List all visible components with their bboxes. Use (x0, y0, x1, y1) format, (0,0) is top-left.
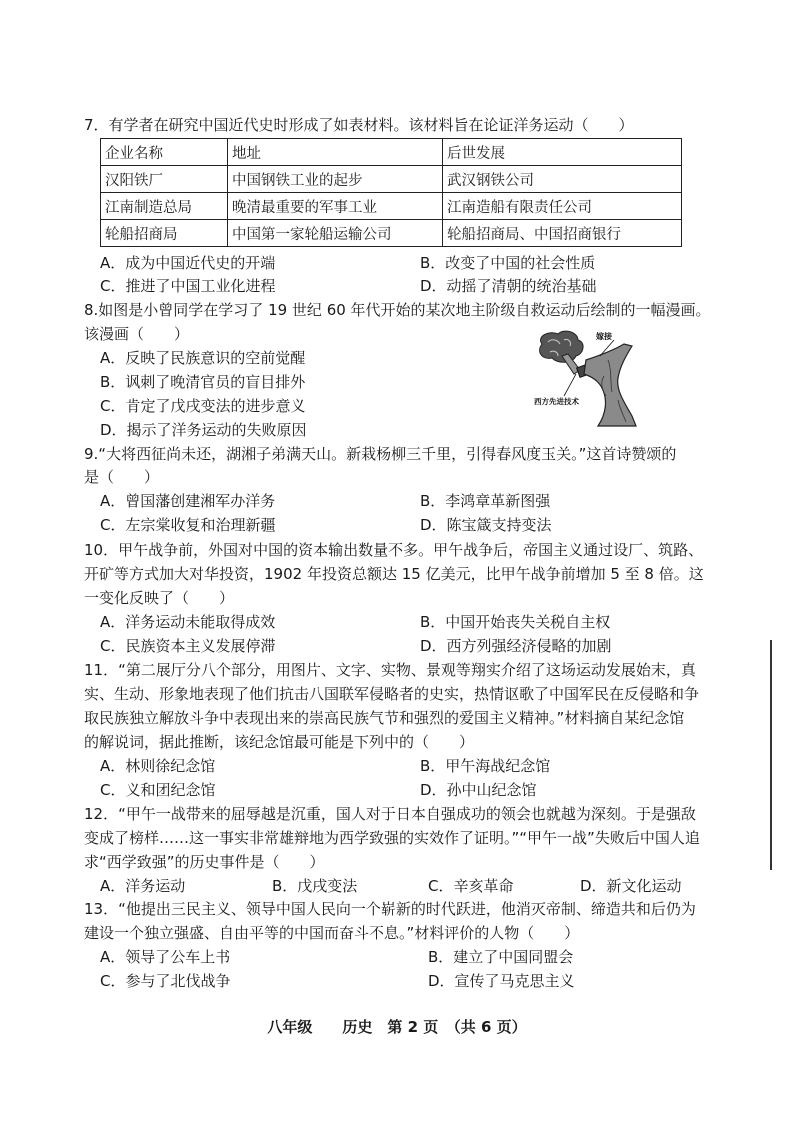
table-header-row (101, 139, 682, 166)
table-row (101, 166, 682, 193)
option-b: B．中国开始丧失关税自主权 (420, 613, 611, 631)
option-a: A．曾国藩创建湘军办洋务 (100, 492, 276, 510)
option-c: C．肯定了戊戌变法的进步意义 (100, 397, 306, 415)
question-12-stem: 12．“甲午一战带来的屈辱越是沉重，国人对于日本自强成功的领会也就越为深刻。于是强敌 (84, 805, 696, 823)
grafting-cartoon (528, 330, 658, 430)
cartoon-label-technology: 西方先进技术 (534, 397, 579, 406)
option-d: D．陈宝箴支持变法 (420, 516, 552, 534)
table-cell: 中国第一家轮船运输公司 (228, 220, 443, 247)
question-13-stem: 建设一个独立强盛、自由平等的中国而奋斗不息。”材料评价的人物（ ） (84, 924, 580, 942)
question-8-stem: 该漫画（ ） (84, 325, 190, 343)
option-c: C．民族资本主义发展停滞 (100, 637, 276, 655)
question-8-stem: 8.如图是小曾同学在学习了 19 世纪 60 年代开始的某次地主阶级自救运动后绘制的一幅漫画。 (84, 301, 711, 319)
table-cell: 江南造船有限责任公司 (443, 193, 682, 220)
question-11-stem: 11．“第二展厅分八个部分，用图片、文字、实物、景观等翔实介绍了这场运动发展始末，真 (84, 661, 696, 679)
option-a: A．领导了公车上书 (100, 948, 231, 966)
table-header-cell: 地址 (228, 139, 443, 166)
option-d: D．揭示了洋务运动的失败原因 (100, 421, 307, 439)
option-c: C．义和团纪念馆 (100, 781, 216, 799)
question-12-stem: 变成了榜样……这一事实非常雄辩地为西学致强的实效作了证明。”“甲午一战”失败后中国人追 (84, 829, 700, 847)
question-7-table (100, 138, 682, 247)
table-cell: 轮船招商局、中国招商银行 (443, 220, 682, 247)
question-10-stem: 10．甲午战争前，外国对中国的资本输出数量不多。甲午战争后，帝国主义通过设厂、筑路、 (84, 541, 704, 559)
question-7-stem: 7．有学者在研究中国近代史时形成了如表材料。该材料旨在论证洋务运动（ ） (84, 116, 634, 134)
question-10-stem: 开矿等方式加大对华投资，1902 年投资总额达 15 亿美元，比甲午战争前增加 5 至 8 倍。这 (84, 565, 704, 583)
option-d: D．新文化运动 (580, 877, 682, 895)
table-header-cell: 企业名称 (101, 139, 228, 166)
question-11-stem: 取民族独立解放斗争中表现出来的崇高民族气节和强烈的爱国主义精神。”材料摘自某纪念馆 (84, 709, 685, 727)
option-c: C．推进了中国工业化进程 (100, 277, 276, 295)
table-row (101, 193, 682, 220)
option-b: B．讽刺了晚清官员的盲目排外 (100, 373, 306, 391)
question-13-stem: 13．“他提出三民主义、领导中国人民向一个崭新的时代跃进，他消灭帝制、缔造共和后仍为 (84, 900, 696, 918)
option-c: C．参与了北伐战争 (100, 972, 231, 990)
option-d: D．孙中山纪念馆 (420, 781, 537, 799)
question-11-stem: 的解说词，据此推断，该纪念馆最可能是下列中的（ ） (84, 733, 475, 751)
option-d: D．动摇了清朝的统治基础 (420, 277, 597, 295)
page-footer: 八年级 历史 第 2 页 （共 6 页） (267, 1018, 527, 1036)
question-12-stem: 求“西学致强”的历史事件是（ ） (84, 853, 325, 871)
option-b: B．建立了中国同盟会 (428, 948, 574, 966)
option-a: A．洋务运动未能取得成效 (100, 613, 276, 631)
table-cell: 汉阳铁厂 (101, 166, 228, 193)
table-row (101, 220, 682, 247)
option-c: C．辛亥革命 (428, 877, 514, 895)
table-header-cell: 后世发展 (443, 139, 682, 166)
option-d: D．西方列强经济侵略的加剧 (420, 637, 612, 655)
option-a: A．洋务运动 (100, 877, 186, 895)
option-b: B．甲午海战纪念馆 (420, 757, 551, 775)
option-a: A．反映了民族意识的空前觉醒 (100, 349, 306, 367)
question-11-stem: 实、生动、形象地表现了他们抗击八国联军侵略者的史实，热情讴歌了中国军民在反侵略和争 (84, 685, 700, 703)
table-cell: 中国钢铁工业的起步 (228, 166, 443, 193)
table-cell: 武汉钢铁公司 (443, 166, 682, 193)
table-cell: 轮船招商局 (101, 220, 228, 247)
cartoon-label-graft: 嫁接 (596, 332, 612, 341)
question-10-stem: 一变化反映了（ ） (84, 589, 235, 607)
option-b: B．李鸿章革新图强 (420, 492, 551, 510)
option-c: C．左宗棠收复和治理新疆 (100, 516, 276, 534)
option-d: D．宣传了马克思主义 (428, 972, 575, 990)
option-a: A．成为中国近代史的开端 (100, 254, 276, 272)
scan-edge-line (770, 640, 772, 870)
question-9-stem: 是（ ） (84, 468, 160, 486)
option-b: B．改变了中国的社会性质 (420, 254, 596, 272)
question-9-stem: 9.“大将西征尚未还，湖湘子弟满天山。新栽杨柳三千里，引得春风度玉关。”这首诗赞颂的 (84, 445, 677, 463)
option-a: A．林则徐纪念馆 (100, 757, 216, 775)
option-b: B．戊戌变法 (272, 877, 358, 895)
table-cell: 江南制造总局 (101, 193, 228, 220)
table-cell: 晚清最重要的军事工业 (228, 193, 443, 220)
